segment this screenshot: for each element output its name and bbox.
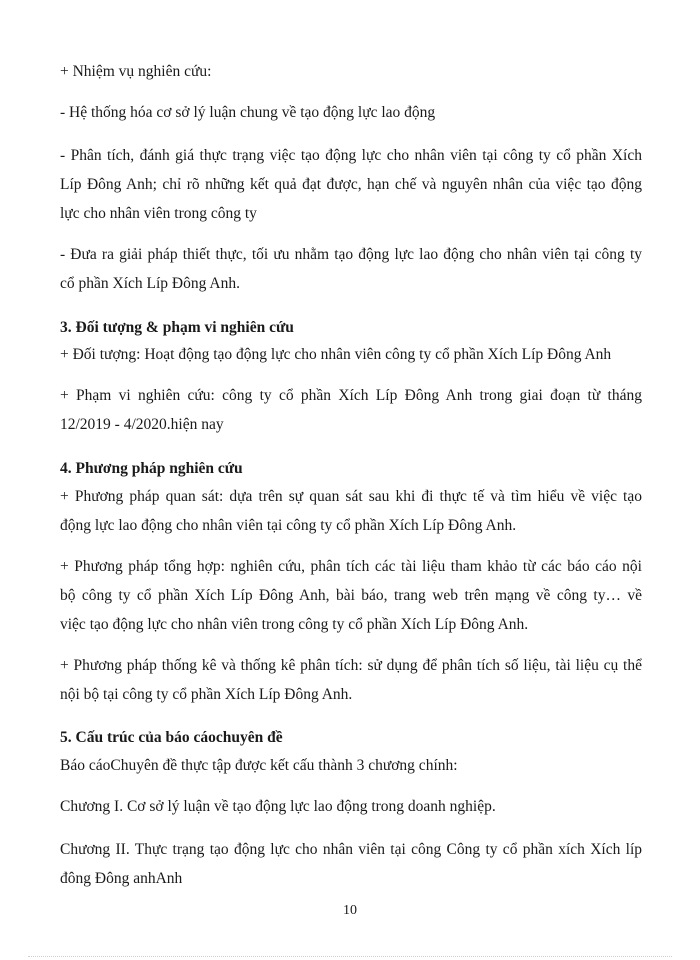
text-line: Líp Đông Anh; chỉ rõ những kết quả đạt được, hạn chế và nguyên nhân của việc tạo động bbox=[60, 176, 642, 193]
text-line: đông Đông anhAnh bbox=[60, 870, 183, 887]
text-line: + Phương pháp thống kê và thống kê phân tích: sử dụng để phân tích số liệu, tài liệu cụ thể bbox=[60, 657, 642, 674]
page-border bbox=[28, 956, 672, 957]
text-line: việc tạo động lực cho nhân viên trong công ty cổ phần Xích Líp Đông Anh. bbox=[60, 616, 529, 633]
text-line: - Hệ thống hóa cơ sở lý luận chung về tạo động lực lao động bbox=[60, 104, 436, 121]
text-line: nội bộ tại công ty cổ phần Xích Líp Đông Anh. bbox=[60, 686, 353, 703]
section-heading: 3. Đối tượng & phạm vi nghiên cứu bbox=[60, 319, 294, 336]
text-line: lực cho nhân viên trong công ty bbox=[60, 205, 257, 222]
text-line: 12/2019 - 4/2020.hiện nay bbox=[60, 416, 224, 433]
text-line: Chương II. Thực trạng tạo động lực cho nhân viên tại công Công ty cổ phần xích Xích líp bbox=[60, 841, 642, 858]
page-number: 10 bbox=[343, 903, 357, 918]
text-line: + Phương pháp quan sát: dựa trên sự quan sát sau khi đi thực tế và tìm hiểu về việc tạo bbox=[60, 488, 642, 505]
text-line: + Phương pháp tổng hợp: nghiên cứu, phân tích các tài liệu tham khảo từ các báo cáo nội bbox=[60, 558, 642, 575]
text-line: Chương I. Cơ sở lý luận về tạo động lực lao động trong doanh nghiệp. bbox=[60, 798, 496, 815]
text-line: + Phạm vi nghiên cứu: công ty cổ phần Xích Líp Đông Anh trong giai đoạn từ tháng bbox=[60, 387, 642, 404]
text-line: - Đưa ra giải pháp thiết thực, tối ưu nhằm tạo động lực lao động cho nhân viên tại công ty bbox=[60, 246, 642, 263]
text-line: Báo cáoChuyên đề thực tập được kết cấu thành 3 chương chính: bbox=[60, 757, 458, 774]
text-line: động lực lao động cho nhân viên tại công ty cổ phần Xích Líp Đông Anh. bbox=[60, 517, 517, 534]
text-line: - Phân tích, đánh giá thực trạng việc tạo động lực cho nhân viên tại công ty cổ phần Xích bbox=[60, 147, 642, 164]
section-heading: 5. Cấu trúc của báo cáochuyên đề bbox=[60, 729, 283, 746]
text-line: bộ công ty cổ phần Xích Líp Đông Anh, bài báo, trang web trên mạng về công ty… về bbox=[60, 587, 642, 604]
text-line: cổ phần Xích Líp Đông Anh. bbox=[60, 275, 240, 292]
section-heading: 4. Phương pháp nghiên cứu bbox=[60, 460, 243, 477]
text-line: + Nhiệm vụ nghiên cứu: bbox=[60, 63, 212, 80]
text-line: + Đối tượng: Hoạt động tạo động lực cho nhân viên công ty cổ phần Xích Líp Đông Anh bbox=[60, 346, 612, 363]
